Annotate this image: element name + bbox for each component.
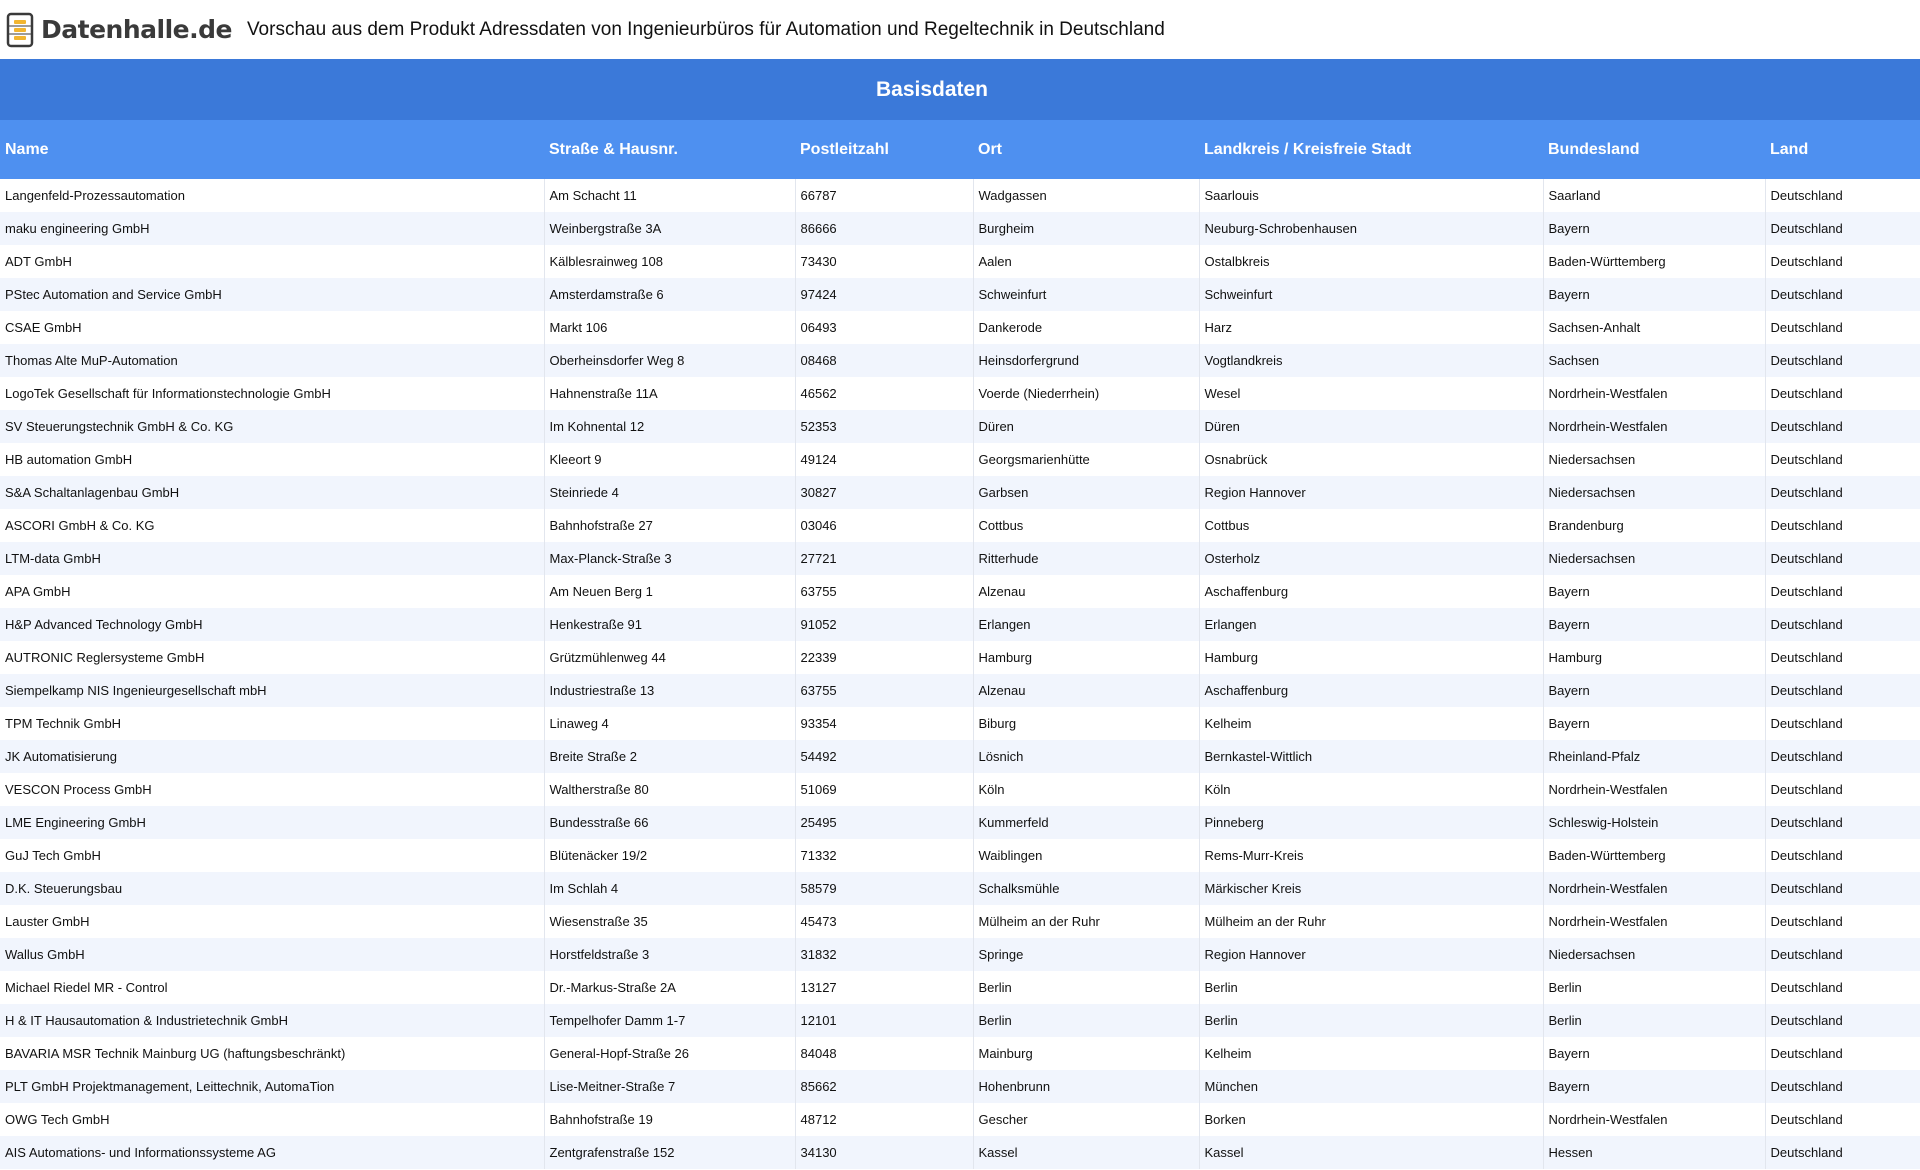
column-header-street[interactable]: Straße & Hausnr. [549, 140, 678, 158]
cell-street: Weinbergstraße 3A [544, 212, 795, 245]
cell-name: Wallus GmbH [5, 947, 85, 962]
cell-city: Dankerode [973, 311, 1199, 344]
cell-name: Langenfeld-Prozessautomation [5, 188, 185, 203]
cell-street: Zentgrafenstraße 152 [544, 1136, 795, 1169]
cell-name: GuJ Tech GmbH [5, 848, 101, 863]
cell-name: PLT GmbH Projektmanagement, Leittechnik, AutomaTion [5, 1079, 335, 1094]
cell-street: Bundesstraße 66 [544, 806, 795, 839]
cell-postal-code: 49124 [795, 443, 973, 476]
cell-district: Cottbus [1199, 509, 1543, 542]
cell-country: Deutschland [1765, 311, 1920, 344]
cell-name: PStec Automation and Service GmbH [5, 287, 222, 302]
cell-street: Amsterdamstraße 6 [544, 278, 795, 311]
cell-name: HB automation GmbH [5, 452, 133, 467]
cell-country: Deutschland [1765, 1004, 1920, 1037]
cell-state: Niedersachsen [1543, 476, 1765, 509]
cell-city: Kassel [973, 1136, 1199, 1169]
cell-district: Saarlouis [1199, 179, 1543, 212]
cell-country: Deutschland [1765, 179, 1920, 212]
cell-postal-code: 63755 [795, 674, 973, 707]
cell-country: Deutschland [1765, 740, 1920, 773]
cell-state: Sachsen-Anhalt [1543, 311, 1765, 344]
table-row [0, 509, 1920, 542]
cell-country: Deutschland [1765, 971, 1920, 1004]
cell-street: Am Schacht 11 [544, 179, 795, 212]
cell-city: Garbsen [973, 476, 1199, 509]
table-row [0, 971, 1920, 1004]
cell-city: Ritterhude [973, 542, 1199, 575]
cell-district: Köln [1199, 773, 1543, 806]
table-row [0, 1103, 1920, 1136]
cell-name: ASCORI GmbH & Co. KG [5, 518, 155, 533]
cell-city: Mülheim an der Ruhr [973, 905, 1199, 938]
cell-country: Deutschland [1765, 773, 1920, 806]
cell-city: Heinsdorfergrund [973, 344, 1199, 377]
table-row [0, 839, 1920, 872]
cell-state: Niedersachsen [1543, 443, 1765, 476]
cell-district: Berlin [1199, 1004, 1543, 1037]
table-row [0, 1004, 1920, 1037]
cell-state: Rheinland-Pfalz [1543, 740, 1765, 773]
cell-name: AUTRONIC Reglersysteme GmbH [5, 650, 205, 665]
cell-street: Bahnhofstraße 19 [544, 1103, 795, 1136]
cell-district: Kelheim [1199, 707, 1543, 740]
cell-city: Hohenbrunn [973, 1070, 1199, 1103]
cell-state: Bayern [1543, 1037, 1765, 1070]
cell-district: Osterholz [1199, 542, 1543, 575]
cell-city: Erlangen [973, 608, 1199, 641]
cell-postal-code: 84048 [795, 1037, 973, 1070]
cell-postal-code: 30827 [795, 476, 973, 509]
cell-district: Kelheim [1199, 1037, 1543, 1070]
cell-district: Kassel [1199, 1136, 1543, 1169]
cell-state: Bayern [1543, 212, 1765, 245]
cell-country: Deutschland [1765, 377, 1920, 410]
cell-district: Vogtlandkreis [1199, 344, 1543, 377]
table-row [0, 608, 1920, 641]
cell-country: Deutschland [1765, 476, 1920, 509]
cell-street: Grützmühlenweg 44 [544, 641, 795, 674]
cell-postal-code: 46562 [795, 377, 973, 410]
address-table [0, 120, 1920, 1169]
cell-postal-code: 34130 [795, 1136, 973, 1169]
cell-country: Deutschland [1765, 212, 1920, 245]
cell-state: Nordrhein-Westfalen [1543, 410, 1765, 443]
cell-city: Voerde (Niederrhein) [973, 377, 1199, 410]
column-header-country[interactable]: Land [1770, 140, 1809, 158]
cell-name: D.K. Steuerungsbau [5, 881, 123, 896]
section-title: Basisdaten [875, 77, 989, 101]
cell-street: Wiesenstraße 35 [544, 905, 795, 938]
cell-country: Deutschland [1765, 1136, 1920, 1169]
table-row [0, 707, 1920, 740]
cell-street: Dr.-Markus-Straße 2A [544, 971, 795, 1004]
table-row [0, 740, 1920, 773]
cell-street: Oberheinsdorfer Weg 8 [544, 344, 795, 377]
cell-name: Siempelkamp NIS Ingenieurgesellschaft mbH [5, 683, 267, 698]
table-row [0, 212, 1920, 245]
table-row [0, 410, 1920, 443]
column-header-postal-code[interactable]: Postleitzahl [800, 140, 889, 158]
table-row [0, 938, 1920, 971]
cell-state: Baden-Württemberg [1543, 245, 1765, 278]
cell-state: Bayern [1543, 1070, 1765, 1103]
cell-postal-code: 51069 [795, 773, 973, 806]
cell-name: TPM Technik GmbH [5, 716, 122, 731]
cell-country: Deutschland [1765, 344, 1920, 377]
cell-city: Schweinfurt [973, 278, 1199, 311]
cell-country: Deutschland [1765, 575, 1920, 608]
cell-country: Deutschland [1765, 542, 1920, 575]
cell-postal-code: 71332 [795, 839, 973, 872]
cell-country: Deutschland [1765, 806, 1920, 839]
table-header-row [0, 120, 1920, 179]
cell-postal-code: 86666 [795, 212, 973, 245]
cell-name: VESCON Process GmbH [5, 782, 152, 797]
cell-city: Waiblingen [973, 839, 1199, 872]
cell-name: H&P Advanced Technology GmbH [5, 617, 203, 632]
table-row [0, 806, 1920, 839]
cell-district: Märkischer Kreis [1199, 872, 1543, 905]
cell-state: Brandenburg [1543, 509, 1765, 542]
cell-postal-code: 63755 [795, 575, 973, 608]
cell-country: Deutschland [1765, 1103, 1920, 1136]
table-row [0, 1136, 1920, 1169]
cell-country: Deutschland [1765, 707, 1920, 740]
cell-state: Niedersachsen [1543, 938, 1765, 971]
cell-name: ADT GmbH [5, 254, 72, 269]
cell-district: Rems-Murr-Kreis [1199, 839, 1543, 872]
cell-street: Kälblesrainweg 108 [544, 245, 795, 278]
cell-city: Wadgassen [973, 179, 1199, 212]
table-row [0, 344, 1920, 377]
cell-district: Harz [1199, 311, 1543, 344]
cell-state: Niedersachsen [1543, 542, 1765, 575]
cell-street: Horstfeldstraße 3 [544, 938, 795, 971]
cell-postal-code: 58579 [795, 872, 973, 905]
cell-city: Gescher [973, 1103, 1199, 1136]
table-row [0, 245, 1920, 278]
cell-name: CSAE GmbH [5, 320, 82, 335]
cell-street: Im Schlah 4 [544, 872, 795, 905]
cell-name: S&A Schaltanlagenbau GmbH [5, 485, 180, 500]
cell-district: Borken [1199, 1103, 1543, 1136]
cell-country: Deutschland [1765, 608, 1920, 641]
cell-street: Henkestraße 91 [544, 608, 795, 641]
cell-district: Bernkastel-Wittlich [1199, 740, 1543, 773]
cell-street: Hahnenstraße 11A [544, 377, 795, 410]
cell-district: Pinneberg [1199, 806, 1543, 839]
cell-city: Hamburg [973, 641, 1199, 674]
cell-street: Max-Planck-Straße 3 [544, 542, 795, 575]
cell-state: Bayern [1543, 707, 1765, 740]
table-row [0, 641, 1920, 674]
cell-postal-code: 85662 [795, 1070, 973, 1103]
table-row [0, 278, 1920, 311]
table-row [0, 773, 1920, 806]
cell-district: Ostalbkreis [1199, 245, 1543, 278]
cell-city: Köln [973, 773, 1199, 806]
logo-text: Datenhalle.de [41, 15, 232, 44]
cell-district: Berlin [1199, 971, 1543, 1004]
cell-name: Lauster GmbH [5, 914, 90, 929]
cell-postal-code: 73430 [795, 245, 973, 278]
cell-district: Osnabrück [1199, 443, 1543, 476]
cell-street: Breite Straße 2 [544, 740, 795, 773]
column-header-city[interactable]: Ort [978, 140, 1002, 158]
cell-street: Bahnhofstraße 27 [544, 509, 795, 542]
cell-country: Deutschland [1765, 1037, 1920, 1070]
cell-city: Düren [973, 410, 1199, 443]
cell-street: Steinriede 4 [544, 476, 795, 509]
cell-state: Schleswig-Holstein [1543, 806, 1765, 839]
cell-city: Georgsmarienhütte [973, 443, 1199, 476]
cell-state: Hessen [1543, 1136, 1765, 1169]
cell-country: Deutschland [1765, 245, 1920, 278]
cell-name: SV Steuerungstechnik GmbH & Co. KG [5, 419, 234, 434]
cell-country: Deutschland [1765, 410, 1920, 443]
cell-district: Hamburg [1199, 641, 1543, 674]
cell-city: Kummerfeld [973, 806, 1199, 839]
cell-state: Baden-Württemberg [1543, 839, 1765, 872]
column-header-district[interactable]: Landkreis / Kreisfreie Stadt [1204, 140, 1412, 158]
cell-city: Berlin [973, 971, 1199, 1004]
cell-name: BAVARIA MSR Technik Mainburg UG (haftungsbeschränkt) [5, 1046, 346, 1061]
cell-country: Deutschland [1765, 509, 1920, 542]
logo[interactable] [5, 0, 232, 59]
cell-city: Springe [973, 938, 1199, 971]
cell-street: Tempelhofer Damm 1-7 [544, 1004, 795, 1037]
cell-district: Region Hannover [1199, 938, 1543, 971]
cell-state: Nordrhein-Westfalen [1543, 1103, 1765, 1136]
column-header-state[interactable]: Bundesland [1548, 140, 1640, 158]
cell-postal-code: 03046 [795, 509, 973, 542]
cell-city: Biburg [973, 707, 1199, 740]
cell-name: LogoTek Gesellschaft für Informationstechnologie GmbH [5, 386, 331, 401]
cell-name: Michael Riedel MR - Control [5, 980, 168, 995]
cell-postal-code: 93354 [795, 707, 973, 740]
cell-city: Berlin [973, 1004, 1199, 1037]
database-icon [5, 11, 37, 49]
cell-postal-code: 13127 [795, 971, 973, 1004]
cell-street: Blütenäcker 19/2 [544, 839, 795, 872]
section-header [0, 59, 1920, 120]
cell-state: Nordrhein-Westfalen [1543, 773, 1765, 806]
cell-name: AIS Automations- und Informationssysteme AG [5, 1145, 276, 1160]
cell-city: Lösnich [973, 740, 1199, 773]
cell-street: Waltherstraße 80 [544, 773, 795, 806]
cell-state: Bayern [1543, 608, 1765, 641]
cell-name: maku engineering GmbH [5, 221, 150, 236]
cell-name: H & IT Hausautomation & Industrietechnik GmbH [5, 1013, 288, 1028]
cell-city: Cottbus [973, 509, 1199, 542]
table-body [0, 179, 1920, 1169]
column-header-name[interactable]: Name [5, 140, 49, 158]
cell-state: Bayern [1543, 575, 1765, 608]
cell-street: General-Hopf-Straße 26 [544, 1037, 795, 1070]
cell-district: Mülheim an der Ruhr [1199, 905, 1543, 938]
cell-postal-code: 08468 [795, 344, 973, 377]
cell-country: Deutschland [1765, 641, 1920, 674]
cell-state: Berlin [1543, 971, 1765, 1004]
cell-state: Saarland [1543, 179, 1765, 212]
cell-city: Burgheim [973, 212, 1199, 245]
table-row [0, 674, 1920, 707]
cell-state: Hamburg [1543, 641, 1765, 674]
table-row [0, 1037, 1920, 1070]
cell-country: Deutschland [1765, 278, 1920, 311]
cell-name: LTM-data GmbH [5, 551, 101, 566]
cell-postal-code: 48712 [795, 1103, 973, 1136]
cell-state: Bayern [1543, 674, 1765, 707]
cell-postal-code: 52353 [795, 410, 973, 443]
cell-state: Bayern [1543, 278, 1765, 311]
cell-country: Deutschland [1765, 905, 1920, 938]
table-row [0, 377, 1920, 410]
cell-postal-code: 97424 [795, 278, 973, 311]
cell-name: LME Engineering GmbH [5, 815, 146, 830]
table-row [0, 575, 1920, 608]
cell-city: Schalksmühle [973, 872, 1199, 905]
cell-postal-code: 45473 [795, 905, 973, 938]
table-row [0, 905, 1920, 938]
cell-state: Nordrhein-Westfalen [1543, 905, 1765, 938]
cell-country: Deutschland [1765, 443, 1920, 476]
cell-street: Markt 106 [544, 311, 795, 344]
cell-state: Sachsen [1543, 344, 1765, 377]
cell-district: Region Hannover [1199, 476, 1543, 509]
cell-postal-code: 66787 [795, 179, 973, 212]
cell-postal-code: 31832 [795, 938, 973, 971]
cell-street: Im Kohnental 12 [544, 410, 795, 443]
page-title: Vorschau aus dem Produkt Adressdaten von Ingenieurbüros für Automation und Regeltechnik in Deutschland [246, 18, 1165, 40]
cell-city: Alzenau [973, 575, 1199, 608]
cell-city: Aalen [973, 245, 1199, 278]
cell-country: Deutschland [1765, 839, 1920, 872]
cell-district: Schweinfurt [1199, 278, 1543, 311]
cell-state: Nordrhein-Westfalen [1543, 872, 1765, 905]
cell-postal-code: 27721 [795, 542, 973, 575]
cell-street: Industriestraße 13 [544, 674, 795, 707]
table-row [0, 311, 1920, 344]
cell-country: Deutschland [1765, 674, 1920, 707]
cell-postal-code: 54492 [795, 740, 973, 773]
cell-name: Thomas Alte MuP-Automation [5, 353, 178, 368]
cell-district: Neuburg-Schrobenhausen [1199, 212, 1543, 245]
cell-district: München [1199, 1070, 1543, 1103]
cell-district: Düren [1199, 410, 1543, 443]
cell-street: Kleeort 9 [544, 443, 795, 476]
table-row [0, 476, 1920, 509]
table-row [0, 542, 1920, 575]
cell-name: JK Automatisierung [5, 749, 118, 764]
table-row [0, 1070, 1920, 1103]
cell-postal-code: 91052 [795, 608, 973, 641]
cell-country: Deutschland [1765, 938, 1920, 971]
cell-street: Linaweg 4 [544, 707, 795, 740]
cell-district: Aschaffenburg [1199, 575, 1543, 608]
table-row [0, 443, 1920, 476]
cell-state: Nordrhein-Westfalen [1543, 377, 1765, 410]
cell-city: Alzenau [973, 674, 1199, 707]
cell-postal-code: 06493 [795, 311, 973, 344]
cell-postal-code: 12101 [795, 1004, 973, 1037]
cell-country: Deutschland [1765, 1070, 1920, 1103]
top-bar [0, 0, 1920, 59]
cell-postal-code: 22339 [795, 641, 973, 674]
cell-street: Am Neuen Berg 1 [544, 575, 795, 608]
table-row [0, 872, 1920, 905]
cell-district: Erlangen [1199, 608, 1543, 641]
cell-name: APA GmbH [5, 584, 71, 599]
cell-district: Aschaffenburg [1199, 674, 1543, 707]
cell-city: Mainburg [973, 1037, 1199, 1070]
table-row [0, 179, 1920, 212]
cell-country: Deutschland [1765, 872, 1920, 905]
cell-name: OWG Tech GmbH [5, 1112, 110, 1127]
cell-postal-code: 25495 [795, 806, 973, 839]
cell-street: Lise-Meitner-Straße 7 [544, 1070, 795, 1103]
cell-district: Wesel [1199, 377, 1543, 410]
cell-state: Berlin [1543, 1004, 1765, 1037]
